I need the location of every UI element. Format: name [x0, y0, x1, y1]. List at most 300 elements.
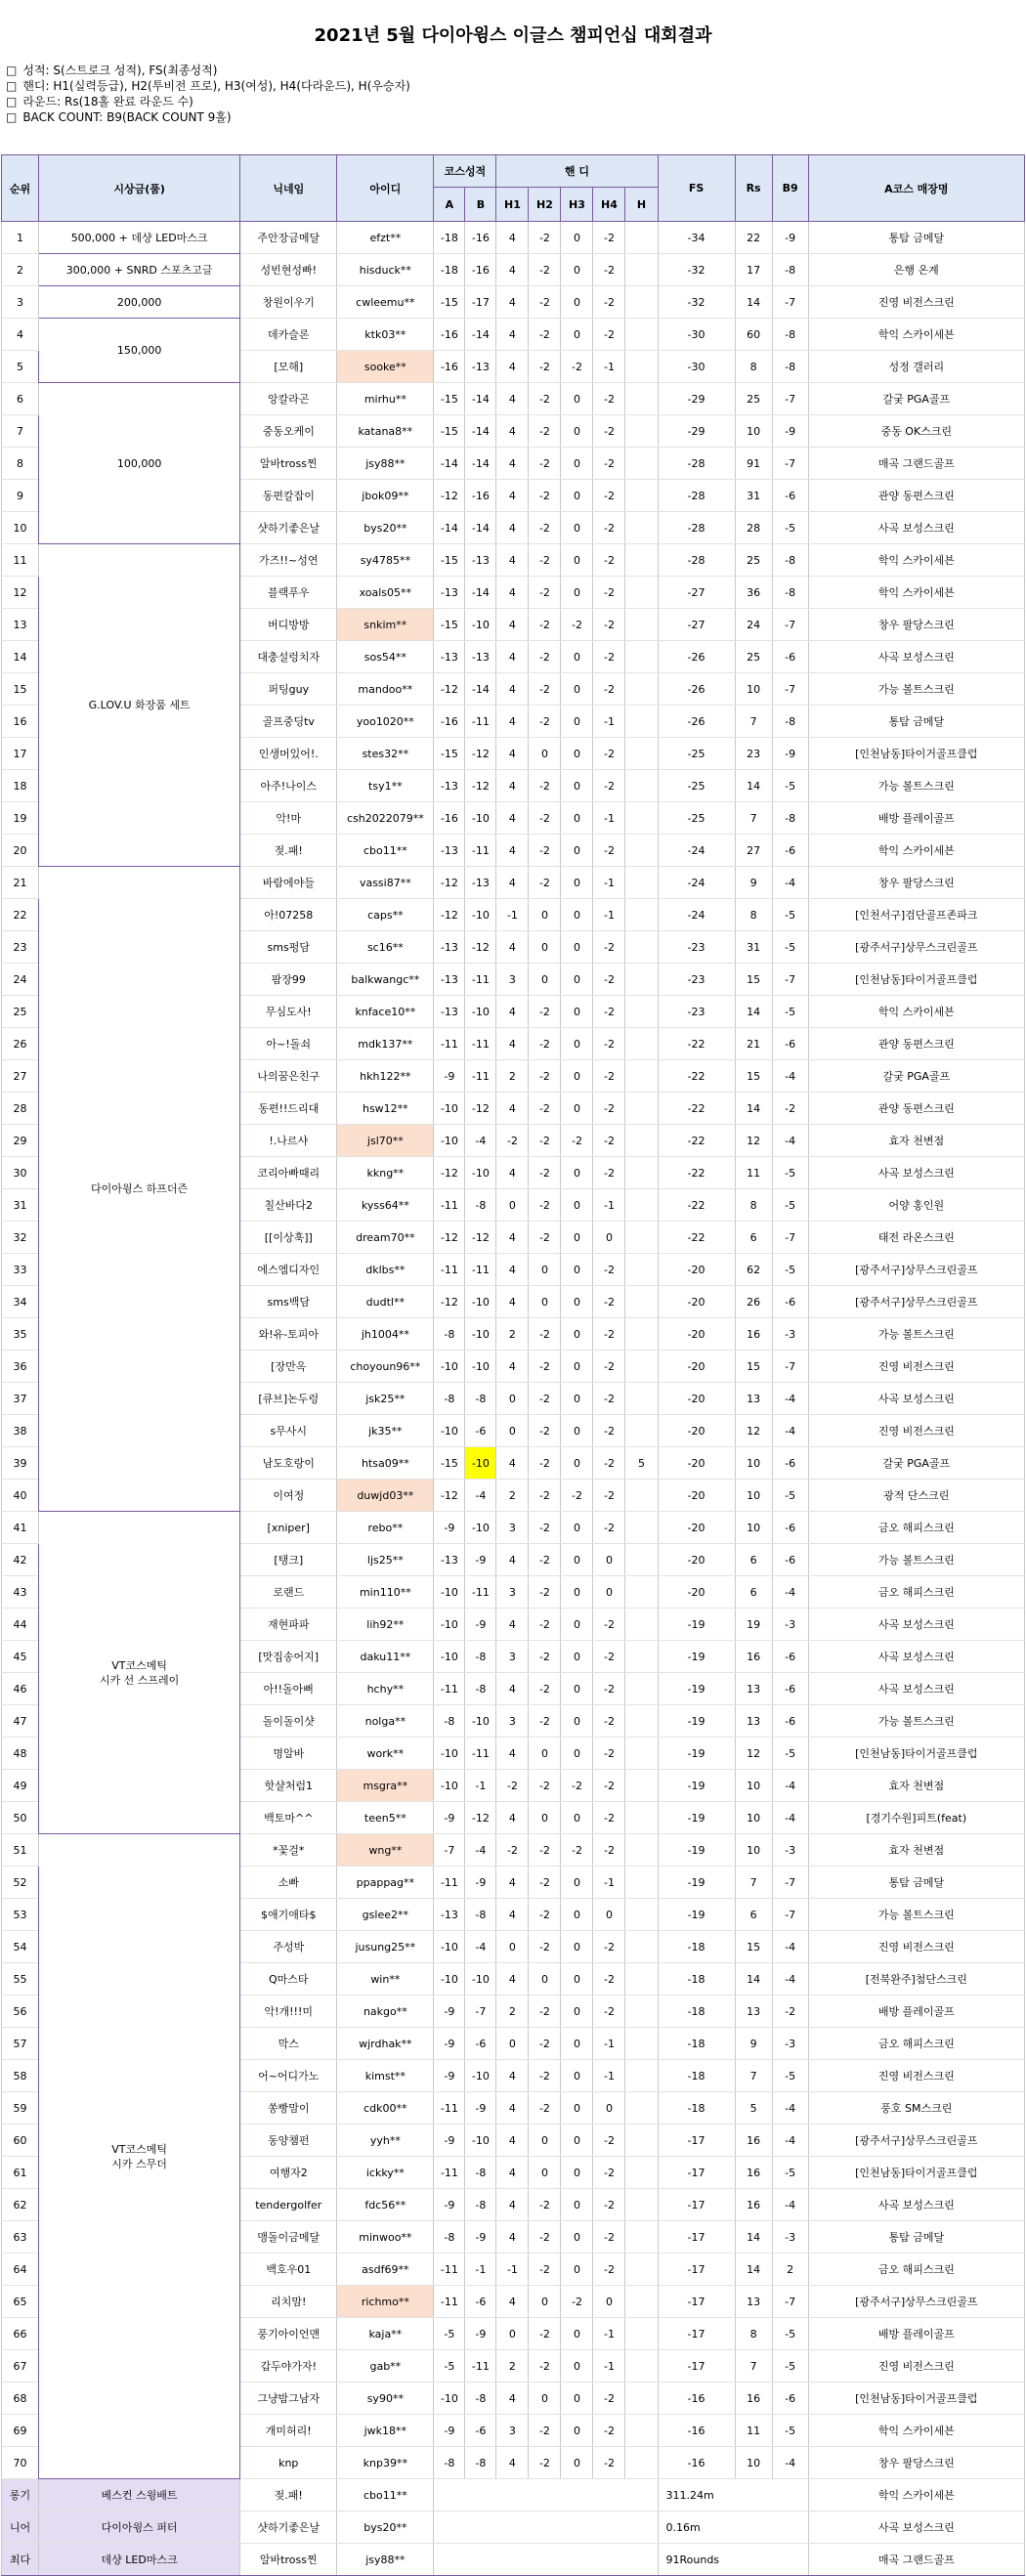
cell-rank: 24 — [2, 964, 39, 996]
cell-score-a: -16 — [434, 351, 465, 383]
cell-handicap-h3: 0 — [561, 448, 593, 480]
cell-score-b: -10 — [465, 899, 496, 931]
cell-store: 성정 갤러리 — [808, 351, 1024, 383]
cell-handicap-h — [625, 706, 658, 738]
cell-score-b: -9 — [465, 2092, 496, 2125]
cell-nickname: 갑두야가자! — [240, 2350, 337, 2383]
cell-handicap-h1: 4 — [496, 2383, 529, 2415]
cell-handicap-h2: -2 — [529, 802, 561, 835]
cell-user-id: mandoo** — [337, 673, 434, 706]
cell-rank: 43 — [2, 1576, 39, 1609]
cell-handicap-h2: 0 — [529, 1738, 561, 1770]
cell-rs: 19 — [735, 1609, 772, 1641]
cell-user-id: yyh** — [337, 2125, 434, 2157]
cell-store: 진영 비전스크린 — [808, 1415, 1024, 1447]
cell-fs: -17 — [658, 2125, 735, 2157]
cell-score-b: -12 — [465, 931, 496, 964]
table-row — [2, 1834, 1025, 1867]
cell-user-id: teen5** — [337, 1802, 434, 1834]
cell-b9: -5 — [772, 1738, 808, 1770]
legend-note: □ 핸디: H1(실력등급), H2(투비전 프로), H3(여성), H4(다라운드), H(우승자) — [6, 78, 1026, 94]
special-prize: 다이아윙스 퍼터 — [39, 2512, 240, 2544]
cell-handicap-h3: 0 — [561, 964, 593, 996]
cell-b9: -5 — [772, 1189, 808, 1222]
cell-handicap-h4: -1 — [593, 867, 625, 899]
cell-rs: 25 — [735, 641, 772, 673]
cell-rs: 8 — [735, 899, 772, 931]
cell-handicap-h1: 4 — [496, 2189, 529, 2221]
cell-store: 진영 비전스크린 — [808, 2060, 1024, 2092]
cell-fs: -28 — [658, 448, 735, 480]
cell-handicap-h4: -2 — [593, 1447, 625, 1480]
cell-score-b: -11 — [465, 1028, 496, 1060]
cell-score-a: -13 — [434, 577, 465, 609]
header-rs: Rs — [735, 155, 772, 222]
cell-handicap-h — [625, 1931, 658, 1963]
cell-fs: -25 — [658, 802, 735, 835]
cell-store: 배방 플레이골프 — [808, 1996, 1024, 2028]
cell-score-a: -10 — [434, 1576, 465, 1609]
cell-rs: 10 — [735, 1480, 772, 1512]
special-blank — [434, 2512, 658, 2544]
cell-user-id: ickky** — [337, 2157, 434, 2189]
cell-user-id: kyss64** — [337, 1189, 434, 1222]
cell-user-id: knface10** — [337, 996, 434, 1028]
cell-handicap-h3: 0 — [561, 1318, 593, 1351]
cell-user-id: daku11** — [337, 1641, 434, 1673]
cell-handicap-h1: 4 — [496, 1867, 529, 1899]
cell-handicap-h1: 4 — [496, 1802, 529, 1834]
cell-score-b: -10 — [465, 1318, 496, 1351]
cell-score-a: -11 — [434, 1028, 465, 1060]
cell-score-a: -11 — [434, 2092, 465, 2125]
cell-rs: 16 — [735, 2189, 772, 2221]
cell-store: 배방 플레이골프 — [808, 802, 1024, 835]
cell-rs: 26 — [735, 1286, 772, 1318]
cell-score-b: -8 — [465, 2189, 496, 2221]
cell-handicap-h3: 0 — [561, 673, 593, 706]
cell-handicap-h4: -2 — [593, 641, 625, 673]
cell-handicap-h: 5 — [625, 1447, 658, 1480]
cell-handicap-h4: -2 — [593, 770, 625, 802]
cell-score-a: -8 — [434, 2221, 465, 2254]
cell-rank: 12 — [2, 577, 39, 609]
cell-store: 학익 스카이세븐 — [808, 577, 1024, 609]
cell-score-b: -14 — [465, 383, 496, 415]
cell-b9: -9 — [772, 222, 808, 254]
cell-handicap-h4: -2 — [593, 383, 625, 415]
cell-rank: 46 — [2, 1673, 39, 1705]
cell-handicap-h — [625, 1544, 658, 1576]
cell-handicap-h4: -1 — [593, 706, 625, 738]
cell-handicap-h3: 0 — [561, 319, 593, 351]
cell-nickname: 명알바 — [240, 1738, 337, 1770]
cell-rs: 13 — [735, 1996, 772, 2028]
cell-handicap-h1: 4 — [496, 222, 529, 254]
cell-handicap-h1: 4 — [496, 867, 529, 899]
cell-handicap-h3: 0 — [561, 1383, 593, 1415]
cell-score-b: -6 — [465, 1415, 496, 1447]
cell-handicap-h1: -1 — [496, 899, 529, 931]
cell-handicap-h1: 2 — [496, 2350, 529, 2383]
cell-handicap-h2: 0 — [529, 931, 561, 964]
cell-handicap-h4: -2 — [593, 1770, 625, 1802]
cell-handicap-h1: 0 — [496, 1415, 529, 1447]
cell-user-id: minwoo** — [337, 2221, 434, 2254]
table-row — [2, 286, 1025, 319]
cell-handicap-h3: 0 — [561, 2350, 593, 2383]
cell-b9: -8 — [772, 577, 808, 609]
cell-fs: -23 — [658, 996, 735, 1028]
cell-nickname: 아주!나이스 — [240, 770, 337, 802]
cell-handicap-h2: -2 — [529, 254, 561, 286]
cell-user-id: wjrdhak** — [337, 2028, 434, 2060]
cell-handicap-h — [625, 1899, 658, 1931]
cell-score-b: -10 — [465, 1512, 496, 1544]
cell-nickname: 맹돌이금메달 — [240, 2221, 337, 2254]
cell-fs: -22 — [658, 1028, 735, 1060]
cell-handicap-h2: 0 — [529, 899, 561, 931]
cell-nickname: !.나르샤 — [240, 1125, 337, 1157]
cell-rs: 10 — [735, 1447, 772, 1480]
cell-rs: 17 — [735, 254, 772, 286]
cell-fs: -22 — [658, 1093, 735, 1125]
cell-store: 창우 팔당스크린 — [808, 609, 1024, 641]
cell-handicap-h1: 4 — [496, 383, 529, 415]
cell-store: 통탐 금메달 — [808, 706, 1024, 738]
cell-nickname: 창원이우기 — [240, 286, 337, 319]
cell-handicap-h2: -2 — [529, 2447, 561, 2479]
cell-handicap-h2: 0 — [529, 1802, 561, 1834]
cell-b9: -8 — [772, 544, 808, 577]
cell-nickname: 아!!돌아뻐 — [240, 1673, 337, 1705]
cell-handicap-h — [625, 996, 658, 1028]
cell-rank: 34 — [2, 1286, 39, 1318]
cell-nickname: 데카슬론 — [240, 319, 337, 351]
cell-handicap-h4: -2 — [593, 286, 625, 319]
special-store: 학익 스카이세븐 — [808, 2479, 1024, 2512]
cell-user-id: hisduck** — [337, 254, 434, 286]
cell-handicap-h — [625, 2125, 658, 2157]
cell-handicap-h2: -2 — [529, 1060, 561, 1093]
cell-handicap-h2: -2 — [529, 319, 561, 351]
cell-store: [인천남동]타이거골프클럽 — [808, 1738, 1024, 1770]
cell-handicap-h4: -2 — [593, 1705, 625, 1738]
cell-handicap-h — [625, 319, 658, 351]
cell-b9: -5 — [772, 931, 808, 964]
table-body — [2, 222, 1025, 2576]
cell-rank: 38 — [2, 1415, 39, 1447]
cell-user-id: dream70** — [337, 1222, 434, 1254]
cell-score-b: -6 — [465, 2286, 496, 2318]
cell-handicap-h1: 4 — [496, 770, 529, 802]
cell-store: [인천남동]타이거골프클럽 — [808, 738, 1024, 770]
cell-rank: 6 — [2, 383, 39, 415]
cell-handicap-h3: 0 — [561, 1899, 593, 1931]
cell-store: 어양 홍인원 — [808, 1189, 1024, 1222]
cell-rank: 10 — [2, 512, 39, 544]
cell-nickname: 동편!!드리대 — [240, 1093, 337, 1125]
cell-store: 금오 해피스크린 — [808, 2028, 1024, 2060]
cell-fs: -19 — [658, 1705, 735, 1738]
cell-handicap-h2: -2 — [529, 673, 561, 706]
legend-note: □ 라운드: Rs(18홀 완료 라운드 수) — [6, 94, 1026, 109]
cell-store: 가능 볼트스크린 — [808, 1318, 1024, 1351]
cell-handicap-h3: 0 — [561, 1673, 593, 1705]
cell-handicap-h4: -1 — [593, 2318, 625, 2350]
cell-handicap-h1: 4 — [496, 673, 529, 706]
cell-handicap-h4: -2 — [593, 544, 625, 577]
cell-handicap-h2: -2 — [529, 1512, 561, 1544]
cell-nickname: [[이상훅]] — [240, 1222, 337, 1254]
cell-score-b: -9 — [465, 2318, 496, 2350]
cell-store: [인천서구]검단골프존파크 — [808, 899, 1024, 931]
cell-nickname: 버디방방 — [240, 609, 337, 641]
cell-handicap-h — [625, 609, 658, 641]
cell-score-a: -8 — [434, 1318, 465, 1351]
cell-handicap-h3: 0 — [561, 1512, 593, 1544]
cell-score-b: -11 — [465, 835, 496, 867]
cell-score-b: -4 — [465, 1125, 496, 1157]
cell-score-a: -11 — [434, 2254, 465, 2286]
cell-handicap-h3: 0 — [561, 286, 593, 319]
cell-score-b: -14 — [465, 577, 496, 609]
cell-fs: -22 — [658, 1157, 735, 1189]
cell-handicap-h — [625, 1383, 658, 1415]
table-row — [2, 383, 1025, 415]
cell-score-a: -12 — [434, 1480, 465, 1512]
cell-handicap-h1: 4 — [496, 738, 529, 770]
cell-rank: 63 — [2, 2221, 39, 2254]
cell-store: 통탐 금메달 — [808, 222, 1024, 254]
header-a: A — [434, 188, 465, 222]
cell-fs: -28 — [658, 480, 735, 512]
cell-rank: 70 — [2, 2447, 39, 2479]
cell-score-a: -10 — [434, 1609, 465, 1641]
cell-rs: 16 — [735, 2157, 772, 2189]
cell-rs: 14 — [735, 770, 772, 802]
cell-handicap-h3: -2 — [561, 609, 593, 641]
cell-handicap-h2: -2 — [529, 1996, 561, 2028]
cell-handicap-h — [625, 770, 658, 802]
cell-handicap-h3: 0 — [561, 1576, 593, 1609]
cell-store: 금오 해피스크린 — [808, 1576, 1024, 1609]
cell-store: 사곡 보성스크린 — [808, 1673, 1024, 1705]
cell-fs: -19 — [658, 1899, 735, 1931]
cell-handicap-h4: -2 — [593, 1641, 625, 1673]
cell-handicap-h — [625, 1415, 658, 1447]
cell-rs: 25 — [735, 544, 772, 577]
cell-handicap-h1: 4 — [496, 1899, 529, 1931]
cell-handicap-h2: -2 — [529, 1544, 561, 1576]
cell-b9: -4 — [772, 1802, 808, 1834]
cell-handicap-h1: 4 — [496, 254, 529, 286]
cell-score-a: -15 — [434, 738, 465, 770]
cell-nickname: 악!개!!!미 — [240, 1996, 337, 2028]
cell-rank: 60 — [2, 2125, 39, 2157]
cell-rank: 39 — [2, 1447, 39, 1480]
cell-nickname: 주안장금메달 — [240, 222, 337, 254]
cell-rs: 62 — [735, 1254, 772, 1286]
cell-handicap-h4: -2 — [593, 480, 625, 512]
cell-handicap-h2: -2 — [529, 1705, 561, 1738]
cell-handicap-h2: -2 — [529, 996, 561, 1028]
cell-handicap-h — [625, 1996, 658, 2028]
cell-store: [광주서구]상무스크린골프 — [808, 1286, 1024, 1318]
cell-score-b: -11 — [465, 964, 496, 996]
cell-handicap-h1: 4 — [496, 415, 529, 448]
cell-fs: -18 — [658, 1931, 735, 1963]
cell-handicap-h1: 4 — [496, 1544, 529, 1576]
cell-handicap-h1: 3 — [496, 1705, 529, 1738]
header-handicap: 핸 디 — [496, 155, 658, 188]
cell-fs: -17 — [658, 2254, 735, 2286]
cell-fs: -22 — [658, 1189, 735, 1222]
cell-handicap-h — [625, 2060, 658, 2092]
cell-rank: 14 — [2, 641, 39, 673]
cell-handicap-h1: -1 — [496, 2254, 529, 2286]
cell-fs: -20 — [658, 1576, 735, 1609]
cell-store: 창우 팔당스크린 — [808, 2447, 1024, 2479]
cell-fs: -22 — [658, 1222, 735, 1254]
cell-rs: 16 — [735, 1318, 772, 1351]
cell-user-id: nolga** — [337, 1705, 434, 1738]
cell-handicap-h1: 4 — [496, 286, 529, 319]
cell-handicap-h3: 0 — [561, 222, 593, 254]
cell-handicap-h — [625, 1641, 658, 1673]
cell-handicap-h1: 0 — [496, 1931, 529, 1963]
cell-nickname: *꽃걸* — [240, 1834, 337, 1867]
cell-handicap-h — [625, 1157, 658, 1189]
cell-b9: -6 — [772, 1641, 808, 1673]
cell-store: 가능 볼트스크린 — [808, 1544, 1024, 1576]
cell-score-a: -15 — [434, 609, 465, 641]
cell-b9: -4 — [772, 1060, 808, 1093]
cell-score-a: -10 — [434, 1738, 465, 1770]
cell-handicap-h — [625, 1060, 658, 1093]
cell-score-b: -14 — [465, 415, 496, 448]
cell-user-id: jsl70** — [337, 1125, 434, 1157]
cell-store: 사곡 보성스크린 — [808, 641, 1024, 673]
cell-handicap-h1: 4 — [496, 351, 529, 383]
cell-handicap-h2: -2 — [529, 1125, 561, 1157]
cell-handicap-h1: 2 — [496, 1480, 529, 1512]
cell-user-id: jsy88** — [337, 448, 434, 480]
cell-handicap-h — [625, 415, 658, 448]
cell-rs: 14 — [735, 2254, 772, 2286]
cell-handicap-h — [625, 2028, 658, 2060]
cell-handicap-h1: 4 — [496, 1673, 529, 1705]
cell-store: 광적 단스크린 — [808, 1480, 1024, 1512]
cell-store: [인천남동]타이거골프클럽 — [808, 2157, 1024, 2189]
cell-score-b: -8 — [465, 1899, 496, 1931]
cell-handicap-h — [625, 2318, 658, 2350]
cell-rs: 6 — [735, 1222, 772, 1254]
cell-store: 통탐 금메달 — [808, 2221, 1024, 2254]
cell-score-b: -11 — [465, 706, 496, 738]
cell-rank: 65 — [2, 2286, 39, 2318]
cell-b9: -4 — [772, 867, 808, 899]
cell-handicap-h3: 0 — [561, 1447, 593, 1480]
cell-fs: -20 — [658, 1480, 735, 1512]
cell-nickname: 샷하기좋은날 — [240, 512, 337, 544]
cell-store: 학익 스카이세븐 — [808, 996, 1024, 1028]
cell-handicap-h2: -2 — [529, 2028, 561, 2060]
cell-user-id: jusung25** — [337, 1931, 434, 1963]
cell-handicap-h — [625, 738, 658, 770]
cell-user-id: snkim** — [337, 609, 434, 641]
cell-handicap-h2: -2 — [529, 1641, 561, 1673]
cell-handicap-h4: 0 — [593, 1222, 625, 1254]
cell-score-a: -13 — [434, 835, 465, 867]
cell-store: [인천남동]타이거골프클럽 — [808, 2383, 1024, 2415]
cell-rank: 33 — [2, 1254, 39, 1286]
cell-handicap-h — [625, 512, 658, 544]
cell-store: 효자 천변점 — [808, 1125, 1024, 1157]
cell-handicap-h1: -2 — [496, 1125, 529, 1157]
cell-b9: -4 — [772, 2092, 808, 2125]
header-h3: H3 — [561, 188, 593, 222]
cell-prize-group: 100,000 — [39, 383, 240, 544]
cell-handicap-h2: -2 — [529, 415, 561, 448]
cell-handicap-h2: 0 — [529, 738, 561, 770]
cell-handicap-h — [625, 2415, 658, 2447]
cell-store: 갈궂 PGA골프 — [808, 1447, 1024, 1480]
cell-nickname: 소빠 — [240, 1867, 337, 1899]
cell-handicap-h3: 0 — [561, 2318, 593, 2350]
cell-handicap-h — [625, 2286, 658, 2318]
cell-rank: 17 — [2, 738, 39, 770]
cell-handicap-h2: -2 — [529, 1093, 561, 1125]
cell-handicap-h2: -2 — [529, 867, 561, 899]
cell-handicap-h — [625, 1512, 658, 1544]
cell-handicap-h3: -2 — [561, 351, 593, 383]
cell-user-id: dklbs** — [337, 1254, 434, 1286]
cell-user-id: jsk25** — [337, 1383, 434, 1415]
cell-rank: 7 — [2, 415, 39, 448]
cell-handicap-h4: -2 — [593, 1060, 625, 1093]
cell-b9: -3 — [772, 2028, 808, 2060]
cell-fs: -28 — [658, 544, 735, 577]
cell-b9: -9 — [772, 415, 808, 448]
cell-score-b: -12 — [465, 738, 496, 770]
cell-handicap-h4: -2 — [593, 1415, 625, 1447]
cell-handicap-h — [625, 867, 658, 899]
cell-score-a: -12 — [434, 1222, 465, 1254]
cell-handicap-h — [625, 1093, 658, 1125]
table-row — [2, 544, 1025, 577]
cell-fs: -30 — [658, 351, 735, 383]
cell-nickname: 가즈!!~성연 — [240, 544, 337, 577]
cell-prize-group: 500,000 + 데샹 LED마스크 — [39, 222, 240, 254]
cell-handicap-h — [625, 222, 658, 254]
cell-nickname: 중동오케이 — [240, 415, 337, 448]
cell-prize-group: 150,000 — [39, 319, 240, 383]
cell-nickname: 주성박 — [240, 1931, 337, 1963]
cell-user-id: jbok09** — [337, 480, 434, 512]
cell-handicap-h1: 4 — [496, 577, 529, 609]
cell-store: 관양 동편스크린 — [808, 1093, 1024, 1125]
cell-store: 갈궂 PGA골프 — [808, 383, 1024, 415]
header-prize: 시상금(품) — [39, 155, 240, 222]
cell-user-id: ljs25** — [337, 1544, 434, 1576]
cell-handicap-h — [625, 1318, 658, 1351]
cell-rs: 6 — [735, 1576, 772, 1609]
cell-handicap-h3: 0 — [561, 738, 593, 770]
cell-score-b: -9 — [465, 1609, 496, 1641]
cell-nickname: 팜장99 — [240, 964, 337, 996]
cell-rank: 58 — [2, 2060, 39, 2092]
